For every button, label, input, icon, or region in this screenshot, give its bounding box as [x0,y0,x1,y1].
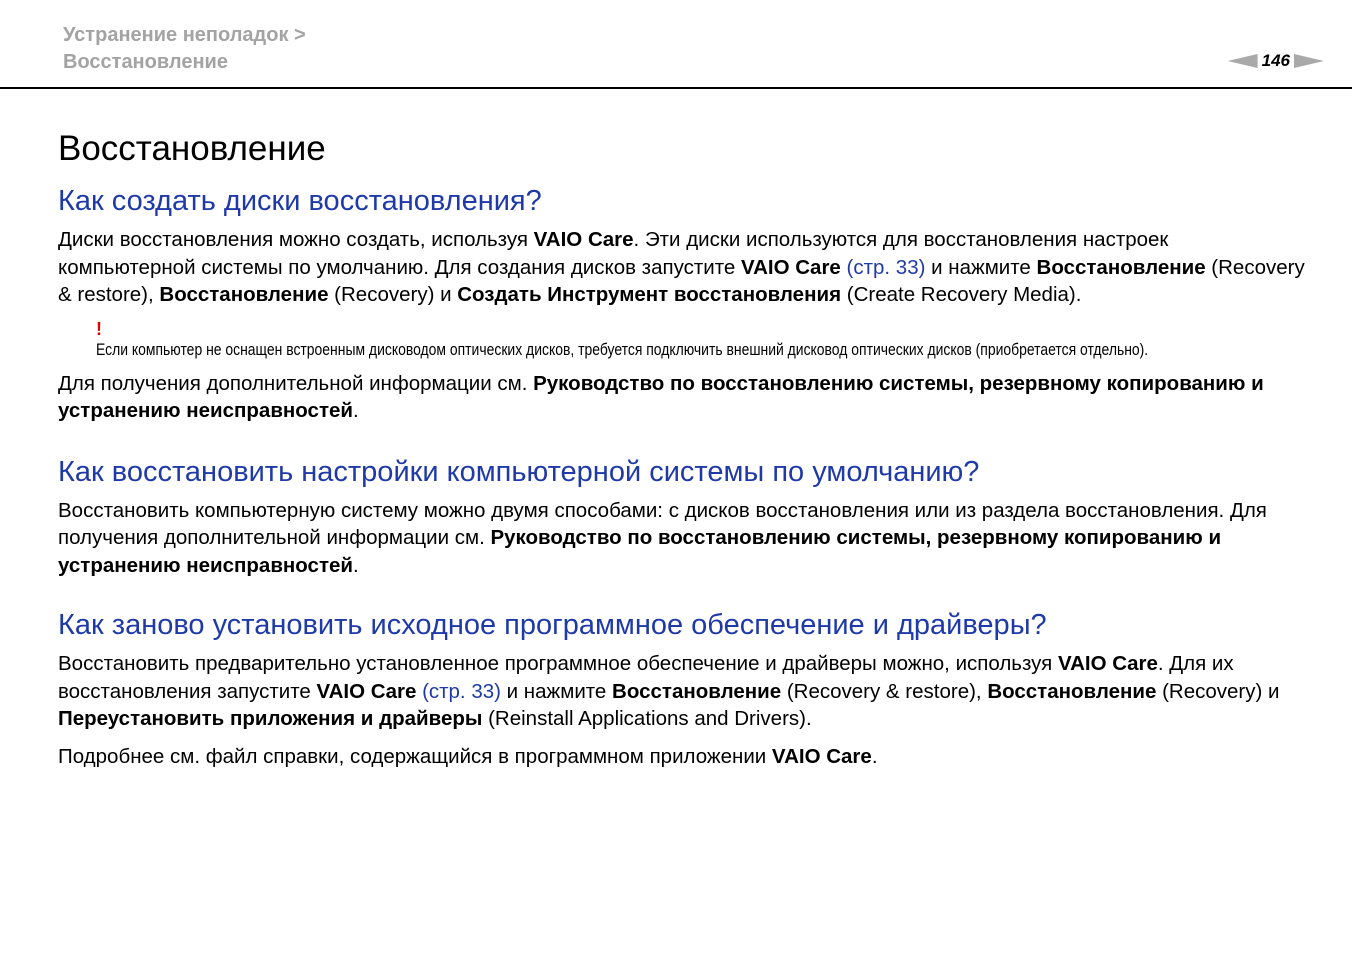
section-create-recovery-discs [58,182,1308,425]
section-heading: Как заново установить исходное программное обеспечение и драйверы? [58,609,1047,641]
note [96,318,1308,362]
note-text: Если компьютер не оснащен встроенным дисководом оптических дисков, требуется подключить внешний дисковод оптических дисков (приобретается отдельно). [96,339,1149,359]
paragraph: Подробнее см. файл справки, содержащийся в программном приложении VAIO Care. [58,744,878,768]
page-title: Восстановление [58,129,326,168]
page-content [58,126,1308,780]
bold-term: Восстановление [1036,255,1206,279]
page-link[interactable]: (стр. 33) [422,679,501,703]
paragraph: Для получения дополнительной информации см. Руководство по восстановлению системы, резервному копированию и устранению неисправностей. [58,371,1264,422]
bold-term: VAIO Care [740,255,841,279]
page-number: 146 [1261,51,1290,70]
warning-icon: ! [96,318,102,339]
section-restore-defaults [58,453,1308,580]
page-navigation [1228,51,1324,71]
header-divider [0,87,1352,89]
page-link[interactable]: (стр. 33) [846,255,926,279]
paragraph: Диски восстановления можно создать, используя VAIO Care. Эти диски используются для восстановления настроек компьютерной системы по умолчанию. Для создания дисков запустите VAIO Care (стр. 33) и нажмите Восстановление (Recovery & restore), Восстановление (Recovery) и Создать Инструмент восстановления (Create Recovery Media). [58,228,1305,306]
bold-term: VAIO Care [316,679,417,703]
bold-term: Переустановить приложения и драйверы [58,707,483,730]
previous-page-arrow-icon[interactable] [1228,54,1258,68]
next-page-arrow-icon[interactable] [1294,54,1324,68]
breadcrumb-current: Восстановление [63,51,228,73]
breadcrumb-parent[interactable]: Устранение неполадок > [63,24,306,46]
bold-term: Руководство по восстановлению системы, резервному копированию и устранению неисправностей [58,371,1264,422]
bold-term: VAIO Care [1057,652,1158,675]
paragraph: Восстановить компьютерную систему можно двумя способами: с дисков восстановления или из раздела восстановления. Для получения дополнительной информации см. Руководство по восстановлению системы, резервному копированию и устранению неисправностей. [58,498,1267,577]
bold-term: VAIO Care [771,744,872,768]
bold-term: Руководство по восстановлению системы, резервному копированию и устранению неисправностей [58,526,1222,577]
section-heading: Как создать диски восстановления? [58,185,542,217]
bold-term: Восстановление [987,679,1157,703]
paragraph: Восстановить предварительно установленное программное обеспечение и драйверы можно, используя VAIO Care. Для их восстановления запустите VAIO Care (стр. 33) и нажмите Восстановление (Recovery & restore), Восстановление (Recovery) и Переустановить приложения и драйверы (Reinstall Applications and Drivers). [58,652,1280,730]
bold-term: Восстановление [612,679,782,703]
bold-term: Восстановление [159,283,329,306]
bold-term: VAIO Care [533,228,634,251]
breadcrumb [63,22,306,76]
section-reinstall-software [58,606,1308,770]
bold-term: Создать Инструмент восстановления [457,283,842,306]
section-heading: Как восстановить настройки компьютерной системы по умолчанию? [58,455,980,488]
